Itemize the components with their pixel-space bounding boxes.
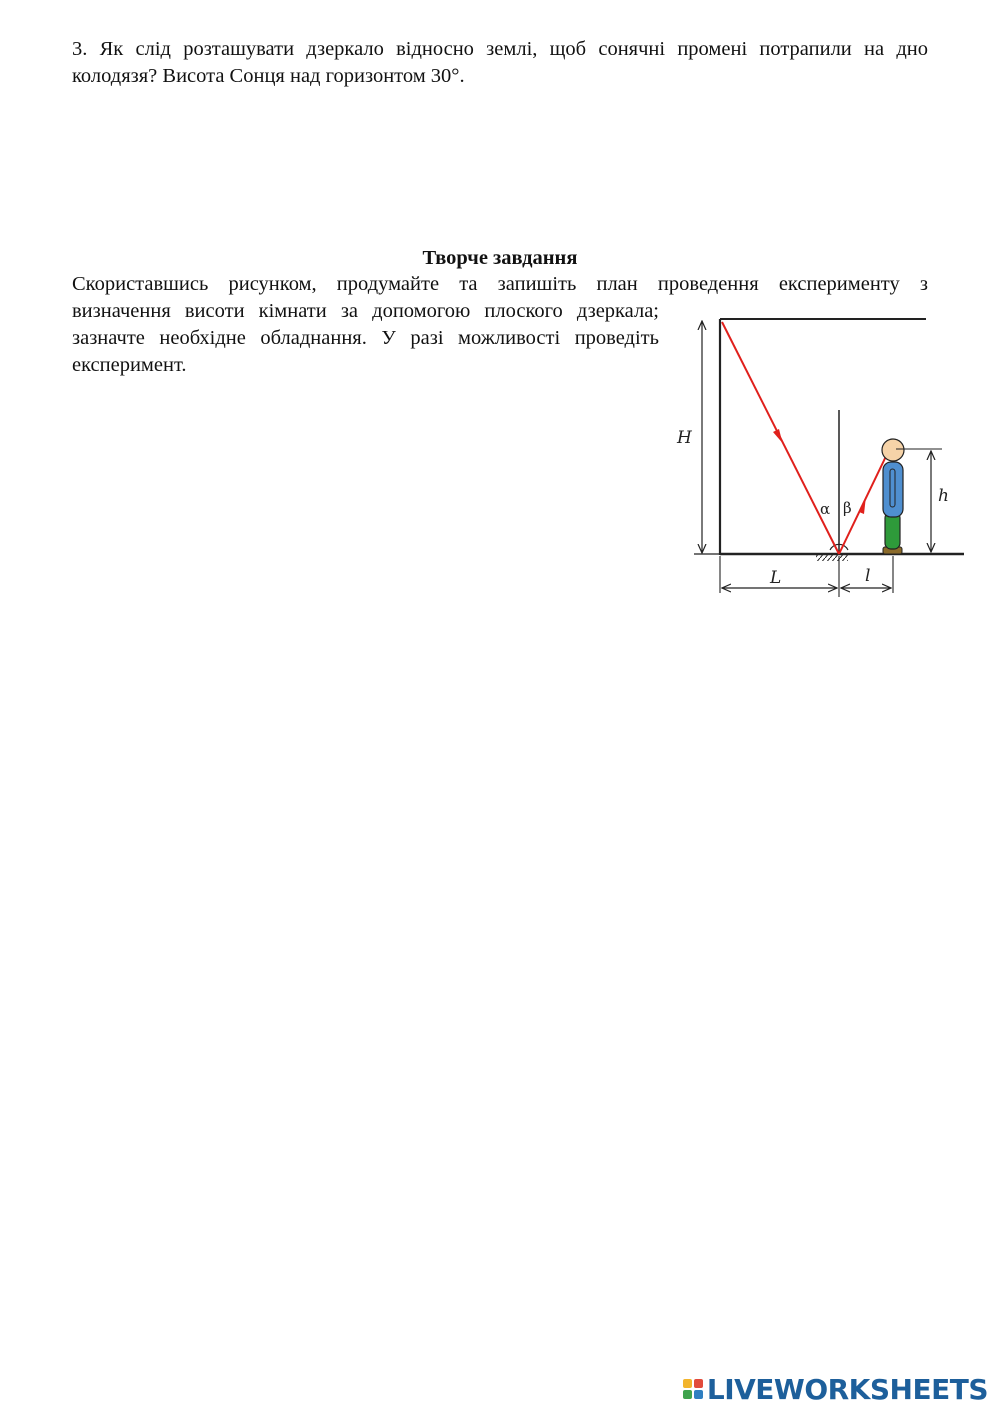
logo-square-1 <box>683 1379 692 1388</box>
label-L: L <box>770 568 782 588</box>
label-H: H <box>677 428 692 448</box>
label-beta: β <box>843 499 852 517</box>
question-3-text: 3. Як слід розташувати дзеркало відносно землі, щоб сонячні промені потрапили на дно колодязя? Висота Сонця над горизонтом 30°. <box>72 38 928 87</box>
figure-svg <box>670 300 970 600</box>
incident-ray-arrow <box>773 429 783 443</box>
person-figure <box>882 439 904 554</box>
creative-task-heading: Творче завдання <box>422 247 578 269</box>
mirror-experiment-figure <box>670 300 970 600</box>
mirror-hatch <box>816 555 848 561</box>
brand-text: LIVEWORKSHEETS <box>706 1372 988 1406</box>
logo-square-3 <box>683 1390 692 1399</box>
person-arm <box>890 469 895 507</box>
liveworksheets-logo-icon <box>683 1379 703 1399</box>
liveworksheets-brand <box>683 1372 988 1406</box>
logo-square-4 <box>694 1390 703 1399</box>
reflected-ray-arrow <box>859 496 866 514</box>
label-l: l <box>865 566 871 586</box>
person-head <box>882 439 904 461</box>
logo-square-2 <box>694 1379 703 1388</box>
label-h: h <box>938 486 949 506</box>
label-alpha: α <box>820 500 831 518</box>
creative-task-text-line1: Скориставшись рисунком, продумайте та запишіть план проведення експерименту з <box>72 273 928 295</box>
creative-task-text: визначення висоти кімнати за допомогою плоского дзеркала; зазначте необхідне обладнання. У разі можливості проведіть експеримент. <box>72 300 659 376</box>
